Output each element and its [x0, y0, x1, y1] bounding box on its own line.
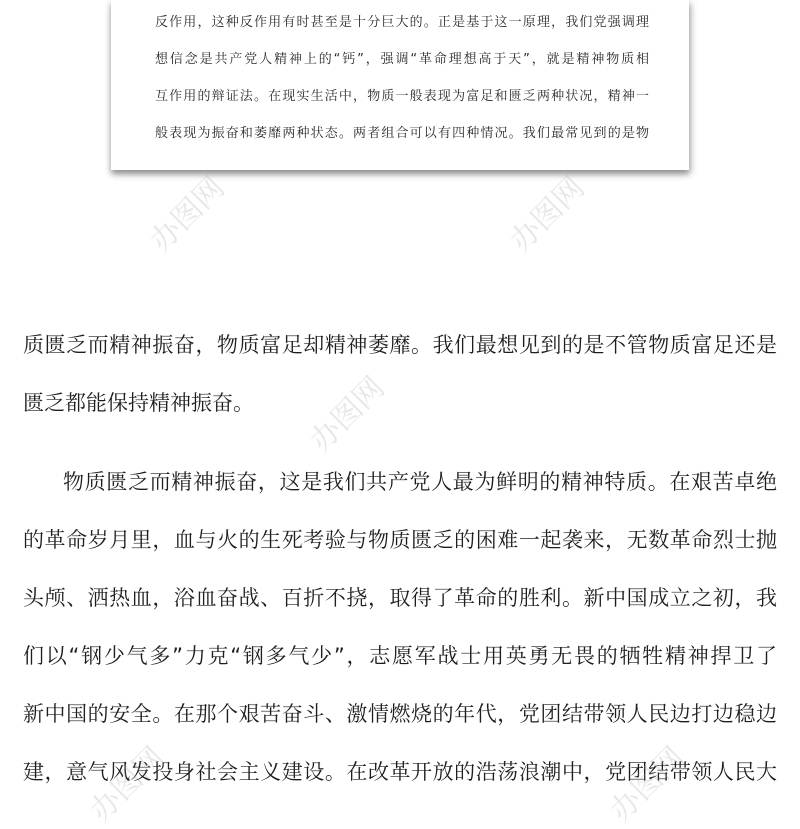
paragraph-line: 头颅、洒热血，浴血奋战、百折不挠，取得了革命的胜利。新中国成立之初，我 [23, 586, 777, 610]
watermark: 办图网 [503, 170, 591, 258]
paragraph-line: 们以“钢少气多”力克“钢多气少”，志愿军战士用英勇无畏的牺牲精神捍卫了 [23, 644, 777, 668]
paragraph-line: 质匮乏而精神振奋，物质富足却精神萎靡。我们最想见到的是不管物质富足还是 [23, 333, 777, 357]
watermark: 办图网 [303, 370, 391, 458]
card-text-line: 想信念是共产党人精神上的“钙”，强调“革命理想高于天”，就是精神物质相 [155, 52, 649, 67]
quote-card [111, 0, 689, 170]
card-text-line: 般表现为振奋和萎靡两种状态。两者组合可以有四种情况。我们最常见到的是物 [155, 126, 649, 141]
watermark: 办图网 [83, 740, 171, 828]
watermark: 办图网 [603, 740, 691, 828]
paragraph-2 [23, 453, 777, 801]
quote-card-text [155, 4, 649, 152]
paragraph-line: 建，意气风发投身社会主义建设。在改革开放的浩荡浪潮中，党团结带领人民大 [23, 760, 777, 784]
paragraph-1 [23, 316, 777, 432]
paragraph-line: 物质匮乏而精神振奋，这是我们共产党人最为鲜明的精神特质。在艰苦卓绝 [63, 470, 777, 494]
card-text-line: 反作用，这种反作用有时甚至是十分巨大的。正是基于这一原理，我们党强调理 [155, 15, 649, 30]
card-text-line: 互作用的辩证法。在现实生活中，物质一般表现为富足和匮乏两种状况，精神一 [155, 89, 649, 104]
paragraph-line: 匮乏都能保持精神振奋。 [23, 391, 254, 415]
watermark: 办图网 [143, 170, 231, 258]
paragraph-line: 新中国的安全。在那个艰苦奋斗、激情燃烧的年代，党团结带领人民边打边稳边 [23, 702, 777, 726]
paragraph-line: 的革命岁月里，血与火的生死考验与物质匮乏的困难一起袭来，无数革命烈士抛 [23, 528, 777, 552]
